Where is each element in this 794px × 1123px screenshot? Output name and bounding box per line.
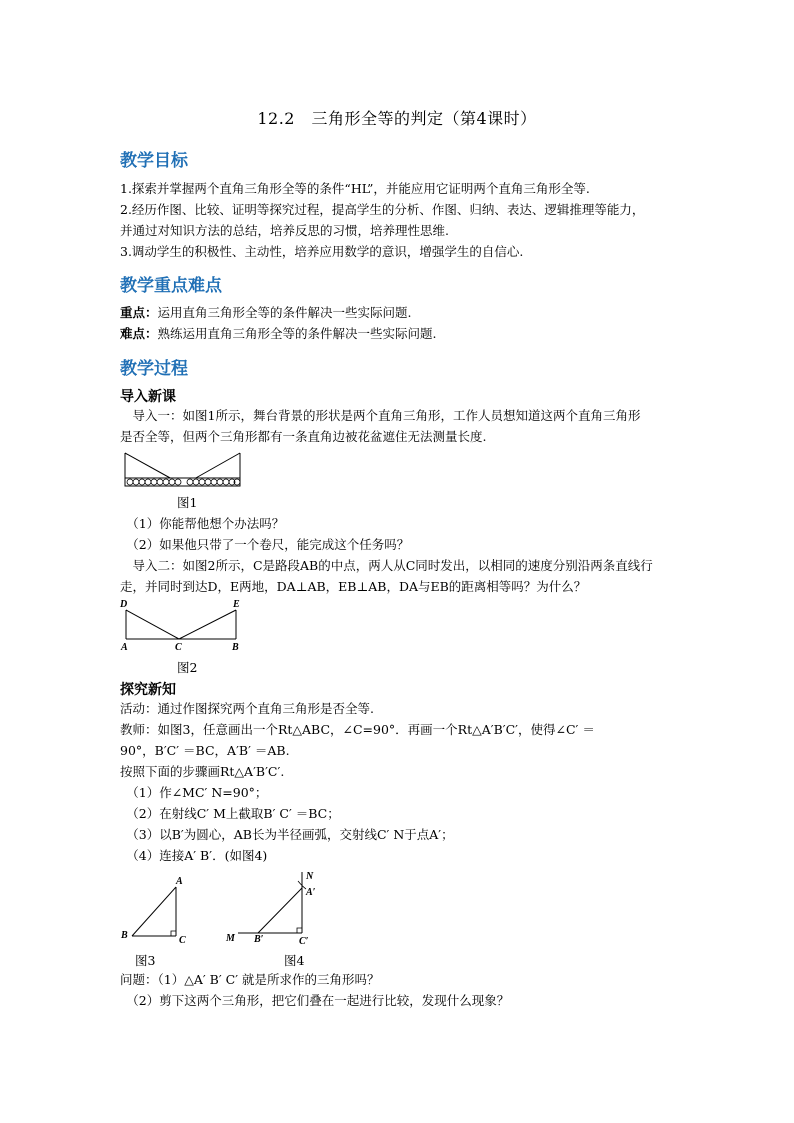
fig4-label-n: N [306,871,314,882]
fig2-label-d: D [120,599,128,610]
figure-3-caption: 图3 [135,953,156,968]
fig4-label-a-prime: A′ [306,887,316,898]
explore-line: 90°，B′C′ ＝BC，A′B′ ＝AB. [120,743,290,758]
figure-1-stage [124,449,244,491]
step-2: （2）在射线C′ M上截取B′ C′ ＝BC； [120,806,340,821]
fig4-label-m: M [226,933,235,944]
fig2-label-a: A [121,642,128,653]
fig3-label-b: B [121,930,128,941]
explore-line: 教师：如图3，任意画出一个Rt△ABC，∠C=90°．再画一个Rt△A′B′C′，使得∠C′ ＝ [120,722,595,737]
page-title: 12.2 三角形全等的判定（第4课时） [257,109,537,128]
intro1-line: 是否全等，但两个三角形都有一条直角边被花盆遮住无法测量长度. [120,429,487,444]
intro2-line: 导入二：如图2所示，C是路段AB的中点，两人从C同时发出，以相同的速度分别沿两条直线行 [120,558,653,573]
step-4: （4）连接A′ B′．(如图4) [120,848,268,863]
fig2-label-c: C [175,642,182,653]
intro1-line: 导入一：如图1所示，舞台背景的形状是两个直角三角形，工作人员想知道这两个直角三角形 [120,408,641,423]
fig2-label-e: E [233,599,240,610]
goals-heading: 教学目标 [120,151,188,171]
difficulty-point [120,323,690,344]
intro-heading: 导入新课 [120,389,176,405]
goal-item: 1.探索并掌握两个直角三角形全等的条件“HL”，并能应用它证明两个直角三角形全等. [120,181,590,196]
explore-line: 活动：通过作图探究两个直角三角形是否全等. [120,701,374,716]
process-heading: 教学过程 [120,359,188,379]
fig4-label-b-prime: B′ [254,934,264,945]
goal-item: 并通过对知识方法的总结，培养反思的习惯，培养理性思维. [120,223,449,238]
explore-heading: 探究新知 [120,682,176,698]
key-points-heading: 教学重点难点 [120,276,222,296]
fig4-label-c-prime: C′ [299,936,309,946]
question-1: （1）你能帮他想个办法吗？ [120,516,285,531]
explore-line: 按照下面的步骤画Rt△A′B′C′. [120,764,285,779]
key-text: 运用直角三角形全等的条件解决一些实际问题. [157,305,412,320]
key-label: 重点： [120,305,158,320]
goal-item: 3.调动学生的积极性、主动性，培养应用数学的意识，增强学生的自信心. [120,244,524,259]
figure-3-triangle [118,873,198,945]
fig3-label-c: C [179,935,186,945]
difficulty-text: 熟练运用直角三角形全等的条件解决一些实际问题. [157,326,437,341]
fig2-label-b: B [232,642,239,653]
intro2-line: 走，并同时到达D，E两地，DA⊥AB，EB⊥AB，DA与EB的距离相等吗？为什么？ [120,579,587,594]
question-2: （2）如果他只带了一个卷尺，能完成这个任务吗？ [120,537,410,552]
goal-item: 2.经历作图、比较、证明等探究过程，提高学生的分析、作图、归纳、表达、逻辑推理等能力， [120,202,645,217]
figure-1-caption: 图1 [177,495,198,510]
figure-2-diagram [116,596,252,654]
step-3: （3）以B′为圆心，AB长为半径画弧，交射线C′ N于点A′； [120,827,454,842]
problem-line: 问题：（1）△A′ B′ C′ 就是所求作的三角形吗？ [120,972,380,987]
key-point [120,302,690,323]
fig3-label-a: A [176,876,183,887]
figure-4-construction [222,868,322,946]
step-1: （1）作∠MC′ N=90°； [120,785,268,800]
problem-line: （2）剪下这两个三角形，把它们叠在一起进行比较，发现什么现象？ [120,993,510,1008]
figure-2-caption: 图2 [177,660,198,675]
difficulty-label: 难点： [120,326,158,341]
figure-4-caption: 图4 [284,953,305,968]
